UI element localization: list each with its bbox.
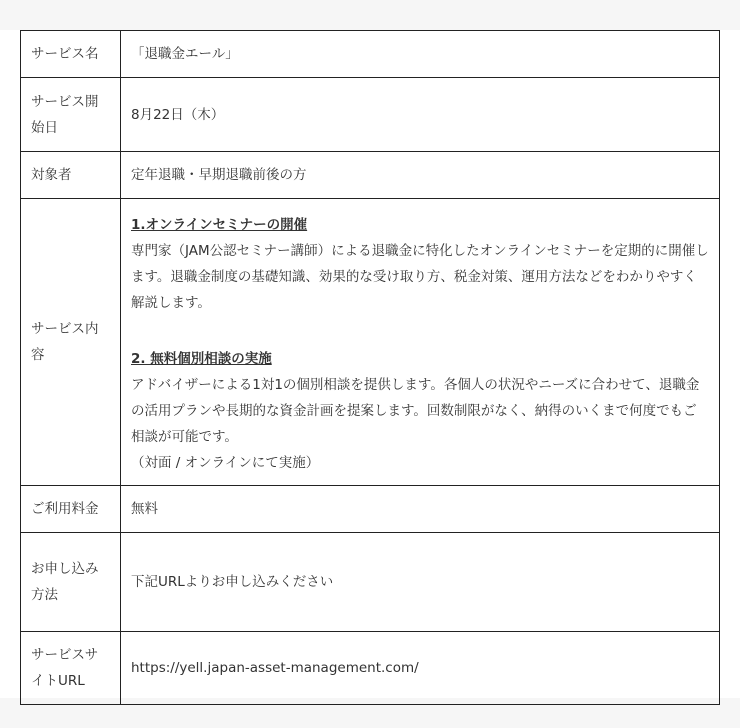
row-label: サービスサイトURL (21, 632, 121, 705)
row-label: サービス開始日 (21, 78, 121, 152)
table-row (21, 486, 720, 533)
table-row (21, 78, 720, 152)
spacer (131, 316, 709, 342)
service-site-url-link[interactable]: https://yell.japan-asset-management.com/ (121, 632, 720, 705)
table-row (21, 632, 720, 705)
page-sheet (0, 30, 740, 698)
seminar-heading: 1.オンラインセミナーの開催 (131, 217, 308, 233)
fee-value: 無料 (121, 486, 720, 533)
consultation-format: （対面 / オンラインにて実施） (131, 455, 320, 471)
row-label: サービス名 (21, 31, 121, 78)
service-name-value: 「退職金エール」 (121, 31, 720, 78)
row-label: サービス内容 (21, 199, 121, 486)
apply-method-value: 下記URLよりお申し込みください (121, 533, 720, 632)
table-row (21, 199, 720, 486)
row-label: 対象者 (21, 152, 121, 199)
table-row (21, 152, 720, 199)
table-row (21, 533, 720, 632)
service-info-table (20, 30, 720, 705)
consultation-heading: 2. 無料個別相談の実施 (131, 351, 272, 367)
consultation-description: アドバイザーによる1対1の個別相談を提供します。各個人の状況やニーズに合わせて、退職金の活用プランや長期的な資金計画を提案します。回数制限がなく、納得のいくまで何度でもご相談が可能です。 (131, 377, 700, 445)
row-label: ご利用料金 (21, 486, 121, 533)
target-audience-value: 定年退職・早期退職前後の方 (121, 152, 720, 199)
service-content-cell (121, 199, 720, 486)
start-date-value: 8月22日（木） (121, 78, 720, 152)
seminar-description: 専門家（JAM公認セミナー講師）による退職金に特化したオンラインセミナーを定期的に開催します。退職金制度の基礎知識、効果的な受け取り方、税金対策、運用方法などをわかりやすく解説します。 (131, 243, 709, 311)
table-row (21, 31, 720, 78)
row-label: お申し込み方法 (21, 533, 121, 632)
